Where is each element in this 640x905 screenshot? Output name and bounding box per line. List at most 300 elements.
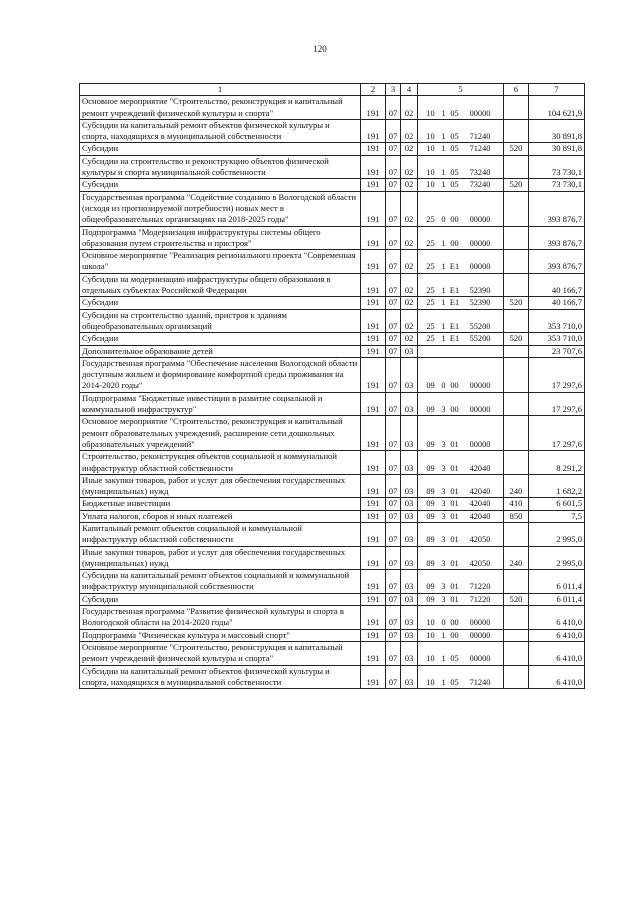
row-name: Субсидии на капитальный ремонт объектов физической культуры и спорта, находящихся в муниципальной собственности <box>80 119 361 143</box>
row-section-code: 07 <box>386 226 401 250</box>
target-article-part: 71220 <box>469 594 491 604</box>
row-subsection-code: 03 <box>401 570 418 594</box>
row-target-article <box>418 606 504 630</box>
target-article-part: 00 <box>450 630 459 640</box>
row-section-code: 07 <box>386 143 401 155</box>
target-article-part: E1 <box>449 334 460 344</box>
row-subsection-code: 03 <box>401 593 418 605</box>
table-row <box>80 143 585 155</box>
row-section-code: 07 <box>386 606 401 630</box>
row-target-article <box>418 522 504 546</box>
row-ministry-code: 191 <box>361 119 386 143</box>
row-target-article <box>418 665 504 689</box>
target-article-part: 00000 <box>469 381 491 391</box>
row-name: Дополнительное образование детей <box>80 345 361 357</box>
row-name: Капитальный ремонт объектов социальной и коммунальной инфраструктур областной собственности <box>80 522 361 546</box>
target-article-part: 10 <box>426 132 435 142</box>
row-ministry-code: 191 <box>361 226 386 250</box>
row-name: Субсидии на строительство и реконструкцию объектов физической культуры и спорта муниципальной собственности <box>80 155 361 179</box>
table-row <box>80 357 585 392</box>
row-amount: 17 297,6 <box>529 392 585 416</box>
row-name: Субсидии на капитальный ремонт объектов физической культуры и спорта, находящихся в муниципальной собственности <box>80 665 361 689</box>
table-row <box>80 474 585 498</box>
target-article-part: 10 <box>426 144 435 154</box>
row-expense-type: 410 <box>504 498 529 510</box>
target-article-part: 09 <box>426 381 435 391</box>
table-row <box>80 641 585 665</box>
row-amount: 6 410,0 <box>529 606 585 630</box>
target-article-part: 05 <box>450 132 459 142</box>
row-section-code: 07 <box>386 474 401 498</box>
target-article-part: 09 <box>426 499 435 509</box>
row-target-article <box>418 474 504 498</box>
budget-table <box>79 83 585 689</box>
row-expense-type: 240 <box>504 546 529 570</box>
row-name: Субсидии на капитальный ремонт объектов социальной и коммунальной инфраструктур муниципальной собственности <box>80 570 361 594</box>
target-article-part: 00 <box>450 215 459 225</box>
target-article-part: 09 <box>426 439 435 449</box>
table-row <box>80 297 585 309</box>
target-article-part: 10 <box>426 677 435 687</box>
target-article-part: 00000 <box>469 405 491 415</box>
target-article-part: 25 <box>426 286 435 296</box>
target-article-part: 1 <box>441 298 446 308</box>
row-subsection-code: 03 <box>401 510 418 522</box>
target-article-part: 00000 <box>469 262 491 272</box>
row-ministry-code: 191 <box>361 665 386 689</box>
row-section-code: 07 <box>386 297 401 309</box>
row-name: Субсидии <box>80 143 361 155</box>
row-expense-type <box>504 309 529 333</box>
row-expense-type: 850 <box>504 510 529 522</box>
target-article-part: 25 <box>426 238 435 248</box>
table-row <box>80 593 585 605</box>
table-row <box>80 629 585 641</box>
row-target-article <box>418 345 504 357</box>
row-section-code: 07 <box>386 179 401 191</box>
target-article-part: 71240 <box>469 132 491 142</box>
target-article-part: 25 <box>426 321 435 331</box>
table-row <box>80 119 585 143</box>
target-article-part: 01 <box>450 487 459 497</box>
target-article-part: 09 <box>426 535 435 545</box>
header-col-3: 3 <box>386 84 401 96</box>
row-expense-type <box>504 665 529 689</box>
row-target-article <box>418 155 504 179</box>
target-article-part: 00000 <box>469 630 491 640</box>
table-row <box>80 155 585 179</box>
target-article-part: 05 <box>450 677 459 687</box>
row-ministry-code: 191 <box>361 593 386 605</box>
target-article-part: 00000 <box>469 215 491 225</box>
row-ministry-code: 191 <box>361 629 386 641</box>
target-article-part: 1 <box>441 144 446 154</box>
row-expense-type: 520 <box>504 179 529 191</box>
row-amount: 6 601,5 <box>529 498 585 510</box>
row-amount: 6 011,4 <box>529 593 585 605</box>
target-article-part: 3 <box>441 405 446 415</box>
row-ministry-code: 191 <box>361 416 386 451</box>
target-article-part: 42040 <box>469 487 491 497</box>
target-article-part: 09 <box>426 594 435 604</box>
target-article-part: 1 <box>441 321 446 331</box>
row-section-code: 07 <box>386 273 401 297</box>
row-ministry-code: 191 <box>361 191 386 226</box>
target-article-part: 09 <box>426 463 435 473</box>
row-target-article <box>418 297 504 309</box>
target-article-part: 10 <box>426 168 435 178</box>
target-article-part: 09 <box>426 558 435 568</box>
row-expense-type <box>504 451 529 475</box>
row-ministry-code: 191 <box>361 357 386 392</box>
target-article-part: 01 <box>450 463 459 473</box>
target-article-part: 09 <box>426 511 435 521</box>
target-article-part: 00 <box>450 238 459 248</box>
header-col-7: 7 <box>529 84 585 96</box>
target-article-part: 3 <box>441 499 446 509</box>
row-name: Подпрограмма "Бюджетные инвестиции в развитие социальной и коммунальной инфраструктур" <box>80 392 361 416</box>
row-expense-type <box>504 641 529 665</box>
target-article-part: 00000 <box>469 439 491 449</box>
row-section-code: 07 <box>386 593 401 605</box>
row-amount: 73 730,1 <box>529 179 585 191</box>
row-name: Основное мероприятие "Реализация регионального проекта "Современная школа" <box>80 250 361 274</box>
row-section-code: 07 <box>386 392 401 416</box>
row-subsection-code: 02 <box>401 250 418 274</box>
target-article-part: 3 <box>441 535 446 545</box>
row-name: Субсидии <box>80 179 361 191</box>
target-article-part: 1 <box>441 132 446 142</box>
row-ministry-code: 191 <box>361 546 386 570</box>
row-subsection-code: 02 <box>401 333 418 345</box>
target-article-part: 00000 <box>469 618 491 628</box>
row-ministry-code: 191 <box>361 143 386 155</box>
row-section-code: 07 <box>386 309 401 333</box>
row-target-article <box>418 593 504 605</box>
row-name: Уплата налогов, сборов и иных платежей <box>80 510 361 522</box>
row-expense-type <box>504 357 529 392</box>
target-article-part: 42050 <box>469 535 491 545</box>
row-ministry-code: 191 <box>361 474 386 498</box>
target-article-part: 05 <box>450 168 459 178</box>
target-article-part: 42050 <box>469 558 491 568</box>
target-article-part: 10 <box>426 618 435 628</box>
target-article-part: 09 <box>426 582 435 592</box>
row-section-code: 07 <box>386 250 401 274</box>
row-amount: 6 410,0 <box>529 641 585 665</box>
row-subsection-code: 03 <box>401 498 418 510</box>
row-name: Подпрограмма "Модернизация инфраструктуры системы общего образования путем строительства и пристроя" <box>80 226 361 250</box>
row-section-code: 07 <box>386 641 401 665</box>
target-article-part: 3 <box>441 594 446 604</box>
row-subsection-code: 03 <box>401 416 418 451</box>
target-article-part: 00000 <box>469 108 491 118</box>
target-article-part: 09 <box>426 405 435 415</box>
table-row <box>80 546 585 570</box>
row-expense-type <box>504 155 529 179</box>
row-expense-type <box>504 119 529 143</box>
table-row <box>80 392 585 416</box>
target-article-part: 3 <box>441 511 446 521</box>
target-article-part: 1 <box>441 262 446 272</box>
row-ministry-code: 191 <box>361 606 386 630</box>
table-row <box>80 309 585 333</box>
header-col-1: 1 <box>80 84 361 96</box>
target-article-part: 71220 <box>469 582 491 592</box>
row-expense-type: 520 <box>504 297 529 309</box>
row-name: Иные закупки товаров, работ и услуг для обеспечения государственных (муниципальных) нужд <box>80 474 361 498</box>
target-article-part: 52390 <box>469 298 491 308</box>
row-amount: 353 710,0 <box>529 309 585 333</box>
row-subsection-code: 03 <box>401 345 418 357</box>
row-subsection-code: 02 <box>401 179 418 191</box>
target-article-part: 42040 <box>469 463 491 473</box>
row-target-article <box>418 333 504 345</box>
target-article-part: 71240 <box>469 144 491 154</box>
row-subsection-code: 02 <box>401 96 418 120</box>
target-article-part: 1 <box>441 677 446 687</box>
row-name: Государственная программа "Содействие созданию в Вологодской области (исходя из прогнозируемой потребности) новых мест в общеобразовательных организациях на 2018-2025 годы" <box>80 191 361 226</box>
target-article-part: 00000 <box>469 238 491 248</box>
row-name: Субсидии <box>80 593 361 605</box>
target-article-part: 71240 <box>469 677 491 687</box>
row-section-code: 07 <box>386 510 401 522</box>
row-section-code: 07 <box>386 96 401 120</box>
target-article-part: 25 <box>426 334 435 344</box>
target-article-part: 3 <box>441 487 446 497</box>
row-expense-type: 520 <box>504 593 529 605</box>
row-subsection-code: 02 <box>401 191 418 226</box>
row-subsection-code: 02 <box>401 155 418 179</box>
target-article-part: 1 <box>441 286 446 296</box>
row-target-article <box>418 143 504 155</box>
table-header-row <box>80 84 585 96</box>
row-subsection-code: 03 <box>401 606 418 630</box>
row-subsection-code: 02 <box>401 273 418 297</box>
target-article-part: 73240 <box>469 180 491 190</box>
row-ministry-code: 191 <box>361 392 386 416</box>
row-section-code: 07 <box>386 522 401 546</box>
header-col-5: 5 <box>418 84 504 96</box>
row-subsection-code: 03 <box>401 665 418 689</box>
row-ministry-code: 191 <box>361 333 386 345</box>
row-target-article <box>418 629 504 641</box>
row-section-code: 07 <box>386 333 401 345</box>
row-subsection-code: 03 <box>401 522 418 546</box>
row-ministry-code: 191 <box>361 250 386 274</box>
row-section-code: 07 <box>386 357 401 392</box>
target-article-part: 42040 <box>469 499 491 509</box>
row-amount: 104 621,9 <box>529 96 585 120</box>
row-expense-type <box>504 570 529 594</box>
row-subsection-code: 02 <box>401 226 418 250</box>
target-article-part: 10 <box>426 630 435 640</box>
row-target-article <box>418 641 504 665</box>
row-section-code: 07 <box>386 155 401 179</box>
target-article-part: 00 <box>450 381 459 391</box>
row-section-code: 07 <box>386 570 401 594</box>
target-article-part: 10 <box>426 654 435 664</box>
row-target-article <box>418 191 504 226</box>
table-row <box>80 273 585 297</box>
row-expense-type <box>504 392 529 416</box>
row-amount: 7,5 <box>529 510 585 522</box>
row-amount: 393 876,7 <box>529 250 585 274</box>
header-col-6: 6 <box>504 84 529 96</box>
target-article-part: 01 <box>450 535 459 545</box>
target-article-part: 0 <box>441 618 446 628</box>
target-article-part: E1 <box>449 286 460 296</box>
row-amount: 6 410,0 <box>529 629 585 641</box>
row-ministry-code: 191 <box>361 641 386 665</box>
row-name: Основное мероприятие "Строительство, реконструкция и капитальный ремонт учреждений физической культуры и спорта" <box>80 641 361 665</box>
row-expense-type <box>504 273 529 297</box>
row-subsection-code: 03 <box>401 451 418 475</box>
row-subsection-code: 03 <box>401 629 418 641</box>
row-target-article <box>418 570 504 594</box>
row-expense-type: 520 <box>504 333 529 345</box>
row-name: Субсидии <box>80 297 361 309</box>
row-ministry-code: 191 <box>361 570 386 594</box>
row-subsection-code: 02 <box>401 143 418 155</box>
target-article-part: 1 <box>441 238 446 248</box>
page-number: 120 <box>313 44 327 54</box>
row-expense-type <box>504 96 529 120</box>
row-expense-type <box>504 250 529 274</box>
table-row <box>80 498 585 510</box>
row-subsection-code: 02 <box>401 297 418 309</box>
row-name: Государственная программа "Развитие физической культуры и спорта в Вологодской области на 2014-2020 годы" <box>80 606 361 630</box>
row-ministry-code: 191 <box>361 510 386 522</box>
row-amount: 8 291,2 <box>529 451 585 475</box>
row-target-article <box>418 546 504 570</box>
target-article-part: 01 <box>450 511 459 521</box>
row-section-code: 07 <box>386 546 401 570</box>
row-target-article <box>418 392 504 416</box>
row-section-code: 07 <box>386 345 401 357</box>
target-article-part: 05 <box>450 654 459 664</box>
target-article-part: 1 <box>441 168 446 178</box>
row-subsection-code: 03 <box>401 474 418 498</box>
table-row <box>80 96 585 120</box>
row-target-article <box>418 357 504 392</box>
target-article-part: 25 <box>426 215 435 225</box>
row-amount: 30 891,8 <box>529 143 585 155</box>
target-article-part: 09 <box>426 487 435 497</box>
row-expense-type <box>504 606 529 630</box>
row-expense-type <box>504 345 529 357</box>
row-ministry-code: 191 <box>361 273 386 297</box>
target-article-part: E1 <box>449 298 460 308</box>
row-ministry-code: 191 <box>361 179 386 191</box>
row-amount: 23 707,6 <box>529 345 585 357</box>
row-ministry-code: 191 <box>361 96 386 120</box>
row-section-code: 07 <box>386 665 401 689</box>
row-amount: 17 297,6 <box>529 357 585 392</box>
target-article-part: 00000 <box>469 654 491 664</box>
row-ministry-code: 191 <box>361 451 386 475</box>
row-target-article <box>418 226 504 250</box>
table-row <box>80 665 585 689</box>
row-amount: 353 710,0 <box>529 333 585 345</box>
target-article-part: 10 <box>426 108 435 118</box>
row-name: Субсидии <box>80 333 361 345</box>
row-amount: 2 995,0 <box>529 546 585 570</box>
row-target-article <box>418 119 504 143</box>
target-article-part: 01 <box>450 499 459 509</box>
row-expense-type <box>504 191 529 226</box>
row-name: Государственная программа "Обеспечение населения Вологодской области доступным жильем и формирование комфортной среды проживания на 2014-2020 годы" <box>80 357 361 392</box>
row-name: Подпрограмма "Физическая культура и массовый спорт" <box>80 629 361 641</box>
row-section-code: 07 <box>386 629 401 641</box>
row-name: Строительство, реконструкция объектов социальной и коммунальной инфраструктур областной собственности <box>80 451 361 475</box>
target-article-part: 05 <box>450 144 459 154</box>
target-article-part: 55200 <box>469 321 491 331</box>
target-article-part: 1 <box>441 180 446 190</box>
row-amount: 393 876,7 <box>529 191 585 226</box>
target-article-part: 3 <box>441 558 446 568</box>
row-amount: 30 891,8 <box>529 119 585 143</box>
target-article-part: E1 <box>449 262 460 272</box>
row-section-code: 07 <box>386 191 401 226</box>
target-article-part: 1 <box>441 334 446 344</box>
row-ministry-code: 191 <box>361 522 386 546</box>
target-article-part: 25 <box>426 262 435 272</box>
target-article-part: 1 <box>441 654 446 664</box>
row-target-article <box>418 250 504 274</box>
row-name: Основное мероприятие "Строительство, реконструкция и капитальный ремонт образовательных учреждений, расширение сети дошкольных образовательных учреждений" <box>80 416 361 451</box>
row-name: Иные закупки товаров, работ и услуг для обеспечения государственных (муниципальных) нужд <box>80 546 361 570</box>
row-expense-type: 520 <box>504 143 529 155</box>
row-subsection-code: 03 <box>401 357 418 392</box>
row-subsection-code: 03 <box>401 641 418 665</box>
target-article-part: 1 <box>441 108 446 118</box>
header-col-4: 4 <box>401 84 418 96</box>
target-article-part: 00 <box>450 405 459 415</box>
row-ministry-code: 191 <box>361 297 386 309</box>
row-amount: 73 730,1 <box>529 155 585 179</box>
table-row <box>80 345 585 357</box>
row-section-code: 07 <box>386 451 401 475</box>
row-amount: 40 166,7 <box>529 273 585 297</box>
target-article-part: 0 <box>441 381 446 391</box>
table-row <box>80 570 585 594</box>
target-article-part: 25 <box>426 298 435 308</box>
table-row <box>80 510 585 522</box>
row-amount: 40 166,7 <box>529 297 585 309</box>
row-target-article <box>418 498 504 510</box>
target-article-part: 01 <box>450 582 459 592</box>
row-amount: 17 297,6 <box>529 416 585 451</box>
table-row <box>80 416 585 451</box>
target-article-part: 55200 <box>469 334 491 344</box>
target-article-part: 52390 <box>469 286 491 296</box>
row-ministry-code: 191 <box>361 345 386 357</box>
table-row <box>80 333 585 345</box>
row-ministry-code: 191 <box>361 498 386 510</box>
row-name: Основное мероприятие "Строительство, реконструкция и капитальный ремонт учреждений физической культуры и спорта" <box>80 96 361 120</box>
row-amount: 2 995,0 <box>529 522 585 546</box>
target-article-part: 10 <box>426 180 435 190</box>
table-body <box>80 96 585 689</box>
row-name: Бюджетные инвестиции <box>80 498 361 510</box>
target-article-part: 3 <box>441 463 446 473</box>
row-name: Субсидии на модернизацию инфраструктуры общего образования в отдельных субъектах Российской Федерации <box>80 273 361 297</box>
table-row <box>80 606 585 630</box>
row-subsection-code: 03 <box>401 392 418 416</box>
row-expense-type <box>504 226 529 250</box>
target-article-part: 3 <box>441 439 446 449</box>
